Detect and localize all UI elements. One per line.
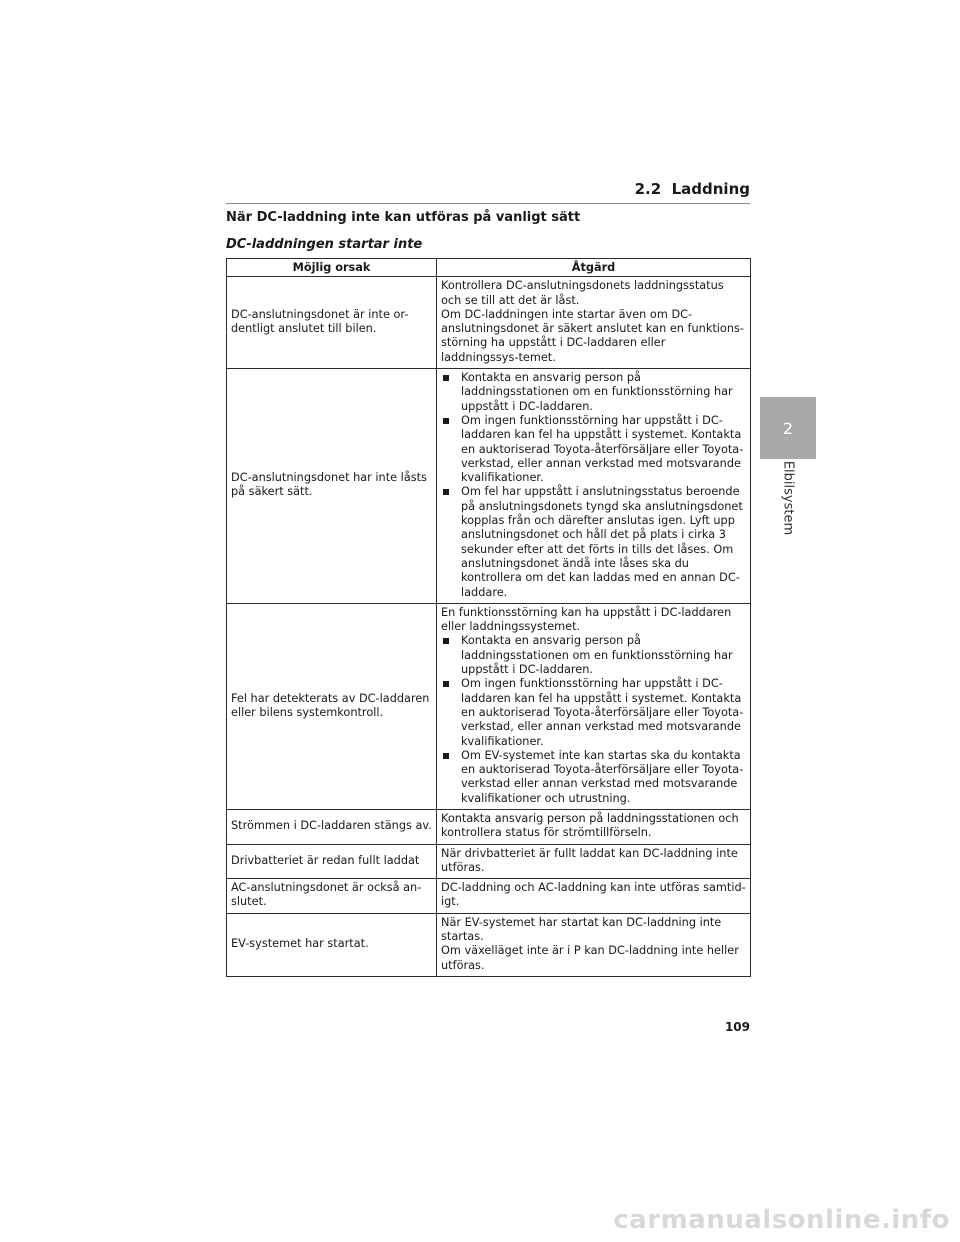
table-row [227,277,751,369]
table-row [227,879,751,914]
troubleshooting-table [226,258,751,977]
chapter-title: Elbilsystem [780,460,796,536]
table-row [227,844,751,879]
action-bullet-item: Om fel har uppstått i anslutningsstatus beroende på anslutningsdonets tyngd ska anslutningsdonet kopplas från och därefter anslutas igen. Lyft upp anslutningsdonet och håll det på plats i cirka 3 sekunder efter att det förts in tills det låses. Om anslutningsdonet ändå inte låses ska du kontrollera om det kan laddas med en annan DC-laddare. [441,485,746,599]
action-cell [437,913,751,976]
action-bullet-item: Om ingen funktionsstörning har uppstått i DC-laddaren kan fel ha uppstått i systemet. Kontakta en auktoriserad Toyota-återförsäljare eller Toyota-verkstad, eller annan verkstad med motsvarande kvalifikationer. [441,677,746,748]
table-row [227,913,751,976]
chapter-tab [760,397,816,459]
action-paragraph: Kontakta ansvarig person på laddningsstationen och kontrollera status för strömtillförseln. [441,811,739,840]
table-row [227,809,751,844]
cause-cell: Fel har detekterats av DC-laddaren eller bilens systemkontroll. [227,603,437,809]
table-row [227,369,751,604]
action-paragraph: Kontrollera DC-anslutningsdonets laddningsstatus och se till att det är låst. [441,279,724,307]
action-cell [437,277,751,369]
action-paragraph: En funktionsstörning kan ha uppstått i DC-laddaren eller laddningssystemet. [441,605,732,634]
action-bullet-item: Kontakta en ansvarig person på laddningsstationen om en funktionsstörning har uppstått i DC-laddaren. [441,371,746,414]
action-bullet-item: Om EV-systemet inte kan startas ska du kontakta en auktoriserad Toyota-återförsäljare eller Toyota-verkstad eller annan verkstad med motsvarande kvalifikationer och utrustning. [441,749,746,806]
action-paragraph: Om DC-laddningen inte startar även om DC-anslutningsdonet är säkert anslutet kan en funktions-störning ha uppstått i DC-laddaren eller laddningssys-temet. [441,307,744,364]
running-header [226,180,750,204]
cause-cell: DC-anslutningsdonet är inte or-dentligt anslutet till bilen. [227,277,437,369]
section-number: 2.2 [634,180,662,198]
cause-cell: AC-anslutningsdonet är också an-slutet. [227,879,437,914]
action-bullet-list [441,634,746,806]
action-cell [437,879,751,914]
cause-cell: Drivbatteriet är redan fullt laddat [227,844,437,879]
action-cell [437,603,751,809]
action-paragraph: Om växelläget inte är i P kan DC-laddning inte heller utföras. [441,944,739,972]
table-body [227,277,751,977]
sub-heading: DC-laddningen startar inte [226,237,423,252]
table-header-row [227,259,751,277]
page-number: 109 [724,1020,750,1034]
action-bullet-item: Om ingen funktionsstörning har uppstått i DC-laddaren kan fel ha uppstått i systemet. Kontakta en auktoriserad Toyota-återförsäljare eller Toyota-verkstad, eller annan verkstad med motsvarande kvalifikationer. [441,414,746,485]
action-paragraph: När drivbatteriet är fullt laddat kan DC-laddning inte utföras. [441,846,738,874]
cause-cell: Strömmen i DC-laddaren stängs av. [227,809,437,844]
section-heading: När DC-laddning inte kan utföras på vanligt sätt [226,210,581,225]
watermark: carmanualsonline.info [613,1205,950,1235]
column-header-cause: Möjlig orsak [227,259,437,277]
action-bullet-list [441,371,746,600]
section-title: Laddning [671,180,750,198]
action-paragraph: DC-laddning och AC-laddning kan inte utföras samtid-igt. [441,881,746,909]
action-cell [437,809,751,844]
column-header-action: Åtgärd [437,259,751,277]
action-bullet-item: Kontakta en ansvarig person på laddningsstationen om en funktionsstörning har uppstått i DC-laddaren. [441,634,746,677]
action-cell [437,844,751,879]
chapter-number: 2 [782,418,794,438]
action-paragraph: När EV-systemet har startat kan DC-laddning inte startas. [441,915,722,944]
table-row [227,603,751,809]
cause-cell: DC-anslutningsdonet har inte låsts på säkert sätt. [227,369,437,604]
action-cell [437,369,751,604]
cause-cell: EV-systemet har startat. [227,913,437,976]
